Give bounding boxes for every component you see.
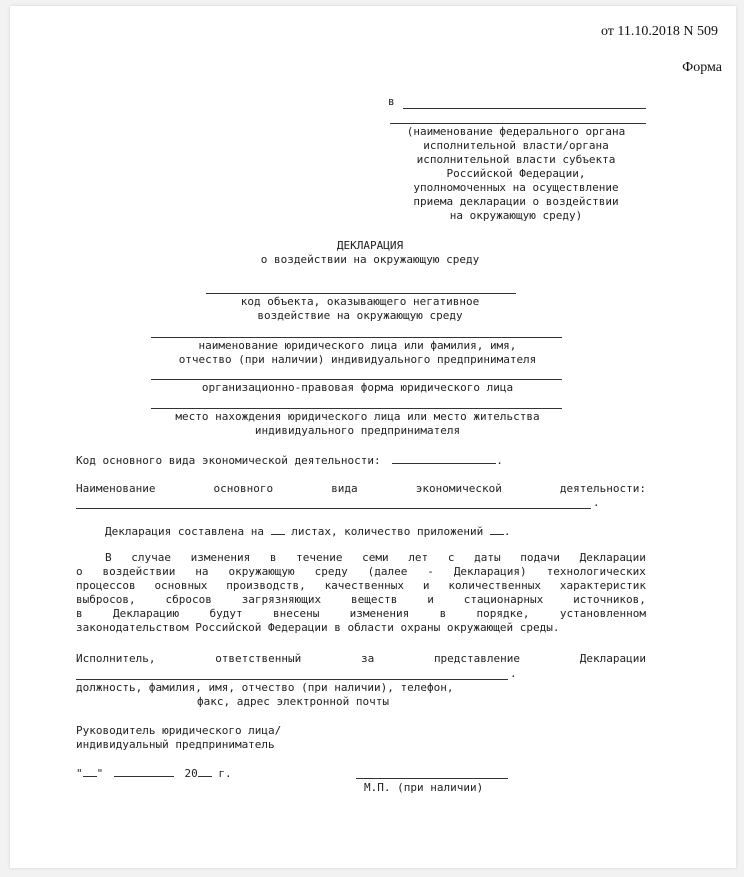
- activity-name-line[interactable]: [76, 508, 591, 509]
- location-hint: [140, 410, 575, 438]
- addressee-hint-line: исполнительной власти субъекта: [416, 153, 616, 166]
- legal-form-line[interactable]: [151, 379, 562, 380]
- addressee-hint-line: (наименование федерального органа: [406, 125, 626, 138]
- title-line-1: ДЕКЛАРАЦИЯ: [336, 239, 404, 252]
- date-day-field[interactable]: [83, 766, 97, 777]
- activity-name-word: Наименование: [76, 482, 156, 495]
- addressee-hint-line: Российской Федерации,: [446, 167, 586, 180]
- composed-before: Декларация составлена на: [105, 525, 264, 538]
- composed-row: Декларация составлена на листах, количество приложений .: [105, 525, 511, 538]
- activity-name-word: деятельности:: [559, 482, 646, 495]
- signature-date: " " 20 г.: [76, 767, 232, 780]
- addressee-prefix: в: [388, 95, 395, 108]
- document-page: от 11.10.2018 N 509 Форма в (наименование федерального органа исполнительной власти/органа исполнительной власти субъекта Российской Федерации, уполномоченных на осуществление приема декларации о воздействии на окружающую среду) ДЕКЛАРАЦИЯ о воздействии на окружающую среду код объекта, оказывающего негативное воздействие на окружающую среду наименование юридического лица или фамилия, имя, отчество (при наличии) индивидуального предпринимателя организационно-правовая форма юридического лица место нахождения юридического лица или место жительства индивидуального предпринимателя Код основного вида экономической деятельности: . Наименование основного вида экономической деятельности: . Декларация составлена на листах, количество приложений . В случае изменения в течение семи лет с даты подачи Декларации о воздействии на окружающую среду (далее - Декларация) технологических процессов основных производств, качественных и количественных характеристик выбросов, сбросов загрязняющих веществ и стационарных источников, в Декларацию будут внесены изменения в порядке, установленном законодательством Российской Федерации в области охраны окружающей среды. Исполнитель, ответственный за представление Декларации . должность, фамилия, имя, отчество (при наличии), телефон, факс, адрес электронной почты Руководитель юридического лица/ индивидуальный предприниматель " " 20 г. М.П. (при наличии): [10, 6, 736, 868]
- executor-row: Исполнитель, ответственный за представление Декларации: [76, 652, 646, 665]
- notice-line: о воздействии на окружающую среду (далее - Декларация) технологических: [76, 565, 646, 578]
- activity-name-word: экономической: [415, 482, 502, 495]
- location-hint-line: индивидуального предпринимателя: [254, 424, 461, 437]
- activity-code-row: Код основного вида экономической деятельности: .: [76, 454, 503, 467]
- addressee-line-1[interactable]: [403, 108, 646, 109]
- activity-name-word: основного: [213, 482, 274, 495]
- entity-name-hint-line: отчество (при наличии) индивидуального предпринимателя: [178, 353, 537, 366]
- date-year-field[interactable]: [198, 766, 212, 777]
- addressee-hint-line: исполнительной власти/органа: [423, 139, 609, 152]
- location-hint-line: место нахождения юридического лица или место жительства: [175, 410, 540, 423]
- head-title-2: индивидуальный предприниматель: [76, 738, 275, 751]
- notice-line: выбросов, сбросов загрязняющих веществ и стационарных источников,: [76, 593, 646, 606]
- notice-last-line: законодательством Российской Федерации в области охраны окружающей среды.: [76, 621, 560, 634]
- declaration-title: [210, 239, 530, 267]
- object-code-hint: [200, 295, 520, 323]
- addressee-hint-line: на окружающую среду): [449, 209, 583, 222]
- executor-hint-1: должность, фамилия, имя, отчество (при наличии), телефон,: [76, 681, 454, 694]
- activity-code-label: Код основного вида экономической деятельности:: [76, 454, 381, 467]
- object-code-hint-line: воздействие на окружающую среду: [257, 309, 463, 322]
- notice-line: процессов основных производств, качественных и количественных характеристик: [76, 579, 646, 592]
- addressee-hint-line: приема декларации о воздействии: [413, 195, 619, 208]
- activity-name-row: [76, 482, 646, 496]
- entity-name-line[interactable]: [151, 337, 562, 338]
- legal-form-hint: организационно-правовая форма юридического лица: [201, 381, 514, 394]
- activity-code-field[interactable]: [392, 453, 496, 464]
- addressee-line-2[interactable]: [390, 123, 646, 124]
- notice-line: В случае изменения в течение семи лет с даты подачи Декларации: [105, 551, 646, 564]
- order-reference: от 11.10.2018 N 509: [600, 24, 718, 39]
- executor-line[interactable]: [76, 679, 508, 680]
- addressee-hint-line: уполномоченных на осуществление: [413, 181, 619, 194]
- stamp-label: М.П. (при наличии): [364, 781, 484, 794]
- signature-line[interactable]: [356, 778, 508, 779]
- addressee-hint: [380, 125, 652, 223]
- composed-mid: листах, количество приложений: [291, 525, 484, 538]
- sheets-count-field[interactable]: [271, 524, 285, 535]
- attachments-count-field[interactable]: [490, 524, 504, 535]
- title-line-2: о воздействии на окружающую среду: [260, 253, 480, 266]
- notice-line: в Декларацию будут внесены изменения в порядке, установленном: [76, 607, 646, 620]
- activity-name-word: вида: [331, 482, 358, 495]
- location-line[interactable]: [151, 408, 562, 409]
- executor-hint-2: факс, адрес электронной почты: [196, 695, 390, 708]
- date-month-field[interactable]: [114, 766, 174, 777]
- entity-name-hint-line: наименование юридического лица или фамилия, имя,: [198, 339, 517, 352]
- object-code-line[interactable]: [206, 293, 516, 294]
- form-label: Форма: [682, 60, 722, 75]
- object-code-hint-line: код объекта, оказывающего негативное: [240, 295, 480, 308]
- entity-name-hint: [140, 339, 575, 367]
- head-title-1: Руководитель юридического лица/: [76, 724, 282, 737]
